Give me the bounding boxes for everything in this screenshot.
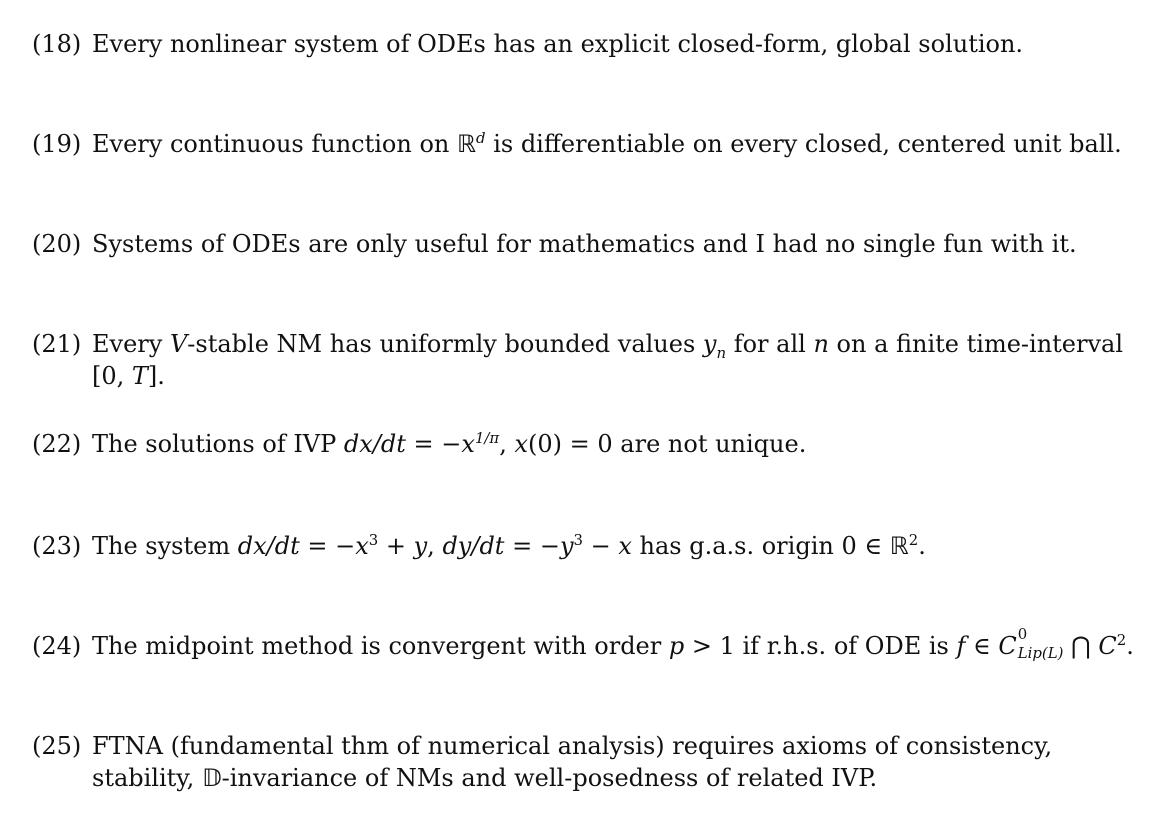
- list-item: [32, 28, 1138, 60]
- list-item: [32, 530, 1138, 562]
- item-number: (19): [32, 130, 82, 158]
- item-number: (22): [32, 430, 82, 458]
- list-item: [32, 624, 1138, 662]
- item-text: Every continuous function on ℝ$^d$ is differentiable on every closed, centered unit ball.: [92, 129, 1122, 158]
- item-number: (23): [32, 532, 82, 560]
- list-item: [32, 730, 1138, 794]
- list-item: [32, 328, 1138, 392]
- item-text: Every V-stable NM has uniformly bounded values $y_n$ for all n on a finite time-interval [0, T].: [92, 330, 1124, 390]
- item-text: The midpoint method is convergent with order p > 1 if r.h.s. of ODE is f ∈ C 0 Lip(L) ⋂ $C^2$.: [92, 624, 1134, 662]
- list-item: [32, 128, 1138, 160]
- item-number: (25): [32, 732, 82, 760]
- item-number: (24): [32, 632, 82, 660]
- item-text: The system $dx/dt = -x^3 + y$, $dy/dt = -y^3 - x$ has g.a.s. origin 0 ∈ ℝ$^2$.: [92, 531, 926, 560]
- item-number: (20): [32, 230, 82, 258]
- item-number: (18): [32, 30, 82, 58]
- item-text: The solutions of IVP $dx/dt = -x^{1/\pi}$, x(0) = 0 are not unique.: [92, 429, 807, 458]
- item-number: (21): [32, 330, 82, 358]
- item-text: Every nonlinear system of ODEs has an explicit closed-form, global solution.: [92, 30, 1024, 58]
- list-item: [32, 228, 1138, 260]
- item-text: Systems of ODEs are only useful for mathematics and I had no single fun with it.: [92, 230, 1077, 258]
- item-text: FTNA (fundamental thm of numerical analysis) requires axioms of consistency, stability, 𝔻-invariance of NMs and well-posedness of related IVP.: [92, 732, 1053, 792]
- list-item: [32, 428, 1138, 460]
